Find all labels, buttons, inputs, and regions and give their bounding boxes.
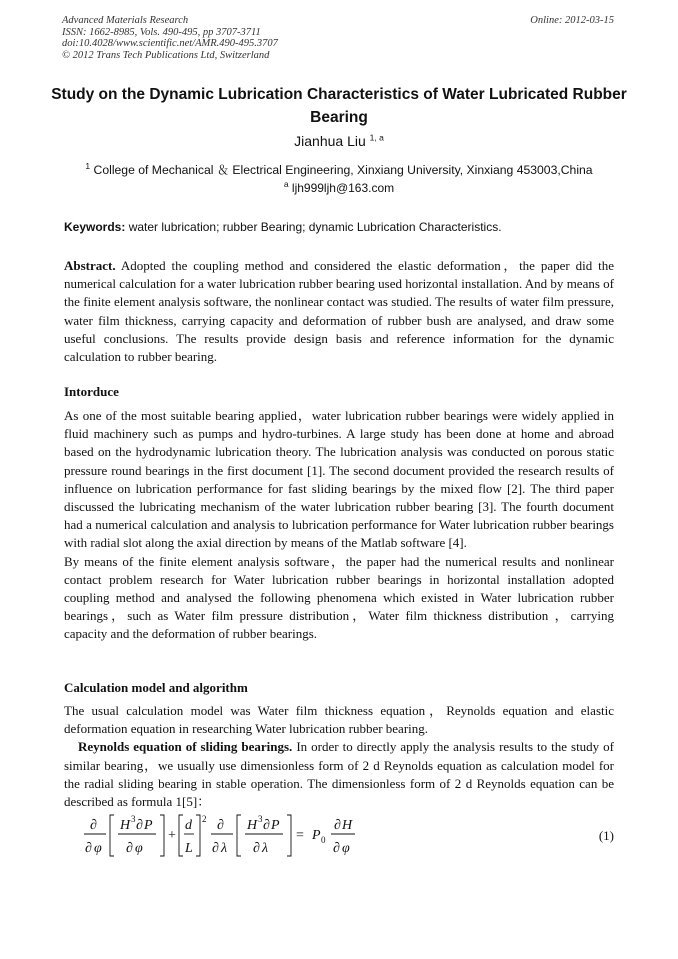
eq-lambda: λ bbox=[262, 841, 269, 856]
equation-svg bbox=[84, 812, 554, 862]
issn-line: ISSN: 1662-8985, Vols. 490-495, pp 3707-3711 bbox=[62, 26, 261, 38]
section-heading-introduction: Intorduce bbox=[64, 384, 119, 399]
email-superscript: a bbox=[283, 179, 289, 189]
eq-phi: φ bbox=[342, 841, 350, 856]
eq-partial: ∂ bbox=[85, 841, 92, 856]
eq-phi: φ bbox=[94, 841, 102, 856]
copyright-line: © 2012 Trans Tech Publications Ltd, Switzerland bbox=[62, 49, 270, 61]
reynolds-runin-heading: Reynolds equation of sliding bearings. bbox=[78, 739, 293, 755]
eq-p: P bbox=[271, 818, 280, 833]
introduction-paragraph-1: As one of the most suitable bearing applied，water lubrication rubber bearings were widely applied in fluid machinery such as pumps and hydro-turbines. A large study has been done at home and abroad based on the hydrodynamic lubrication theory. The lubrication analysis was conducted on porous static pressure round bearings in the first document [1]. The second document provided the research results of influence on lubrication performance for fast sliding bearings by the mixed flow [2]. The third paper discussed the lubricating mechanism of the water lubrication rubber bearing [3]. The fourth document had a numerical calculation and analysis to lubrication performance for Water lubrication rubber bearings with radial slot along the axial direction by means of the Matlab software [4]. bbox=[64, 408, 614, 551]
calculation-paragraph-2 bbox=[64, 738, 614, 811]
journal-name: Advanced Materials Research bbox=[62, 15, 189, 26]
eq-partial: ∂ bbox=[126, 841, 133, 856]
journal-header bbox=[62, 15, 614, 61]
author-line bbox=[0, 132, 678, 150]
abstract-text: Adopted the coupling method and considered the elastic deformation，the paper did the numerical calculation for a water lubrication rubber bearing used horizontal installation. And by means of the finite element analysis software, the nonlinear contact was studied. The results of water film pressure, water film thickness, carrying capacity and deformation of rubber bush are analysed, and draw some useful conclusions. The results provide design basis and reference information for the dynamic calculation to rubber bearing. bbox=[64, 258, 614, 365]
eq-p: P bbox=[144, 818, 153, 833]
affiliation bbox=[0, 162, 678, 178]
abstract bbox=[64, 257, 614, 366]
reynolds-text: In order to directly apply the analysis results to the study of similar bearing，we usually use dimensionless form of 2 d Reynolds equation as calculation model for the radial sliding bearing in stable operation. The dimensionless form of 2 d Reynolds equation can be described as formula 1[5]： bbox=[64, 739, 615, 810]
keywords-label: Keywords: bbox=[64, 220, 126, 234]
eq-h: H bbox=[247, 818, 258, 833]
equation-number: (1) bbox=[598, 828, 614, 843]
eq-partial: ∂ bbox=[217, 818, 224, 833]
eq-exponent: 3 bbox=[131, 814, 136, 824]
eq-partial: ∂ bbox=[90, 818, 97, 833]
author-name: Jianhua Liu bbox=[294, 133, 366, 149]
eq-h: H bbox=[120, 818, 131, 833]
eq-d: d bbox=[185, 818, 192, 833]
abstract-label: Abstract. bbox=[64, 258, 116, 273]
eq-subscript: 0 bbox=[321, 835, 326, 845]
eq-equals: = bbox=[296, 828, 304, 843]
eq-p0: P bbox=[312, 828, 321, 843]
eq-partial: ∂ bbox=[253, 841, 260, 856]
eq-exponent: 3 bbox=[258, 814, 263, 824]
affiliation-text: College of Mechanical ＆ Electrical Engineering, Xinxiang University, Xinxiang 453003,China bbox=[93, 163, 593, 177]
section-heading-calculation: Calculation model and algorithm bbox=[64, 680, 248, 695]
online-date: Online: 2012-03-15 bbox=[530, 15, 614, 26]
paper-title: Study on the Dynamic Lubrication Characteristics of Water Lubricated Rubber Bearing bbox=[51, 86, 627, 126]
eq-partial: ∂ bbox=[212, 841, 219, 856]
calculation-paragraph-1: The usual calculation model was Water film thickness equation，Reynolds equation and elastic deformation equation in researching Water lubrication rubber bearing. bbox=[64, 703, 614, 737]
eq-lambda: λ bbox=[221, 841, 228, 856]
author-superscript: 1, a bbox=[369, 132, 384, 143]
introduction-paragraph-2: By means of the finite element analysis software，the paper had the numerical results and nonlinear contact problem research for Water lubrication rubber bearings in horizontal installation adopted coupling method and analysed the following phenomena which existed in Water lubrication rubber bearings，such as Water film pressure distribution，Water film thickness distribution ，carrying capacity and the deformation of rubber bearings. bbox=[64, 553, 614, 642]
email-line bbox=[0, 180, 678, 196]
eq-partial: ∂ bbox=[263, 818, 270, 833]
eq-plus: + bbox=[168, 828, 176, 843]
eq-partial: ∂ bbox=[136, 818, 143, 833]
eq-h: H bbox=[342, 818, 353, 833]
calculation-body bbox=[64, 702, 614, 811]
email-address[interactable]: ljh999ljh@163.com bbox=[291, 181, 395, 195]
introduction-body bbox=[64, 407, 614, 644]
eq-partial: ∂ bbox=[333, 841, 340, 856]
affiliation-superscript: 1 bbox=[85, 160, 91, 171]
doi-line[interactable]: doi:10.4028/www.scientific.net/AMR.490-495.3707 bbox=[62, 38, 278, 49]
keywords-text: water lubrication; rubber Bearing; dynamic Lubrication Characteristics. bbox=[128, 220, 502, 234]
eq-partial: ∂ bbox=[334, 818, 341, 833]
eq-l: L bbox=[185, 841, 193, 856]
eq-square: 2 bbox=[202, 814, 207, 824]
keywords bbox=[64, 219, 616, 235]
eq-phi: φ bbox=[135, 841, 143, 856]
equation-1 bbox=[84, 812, 614, 862]
